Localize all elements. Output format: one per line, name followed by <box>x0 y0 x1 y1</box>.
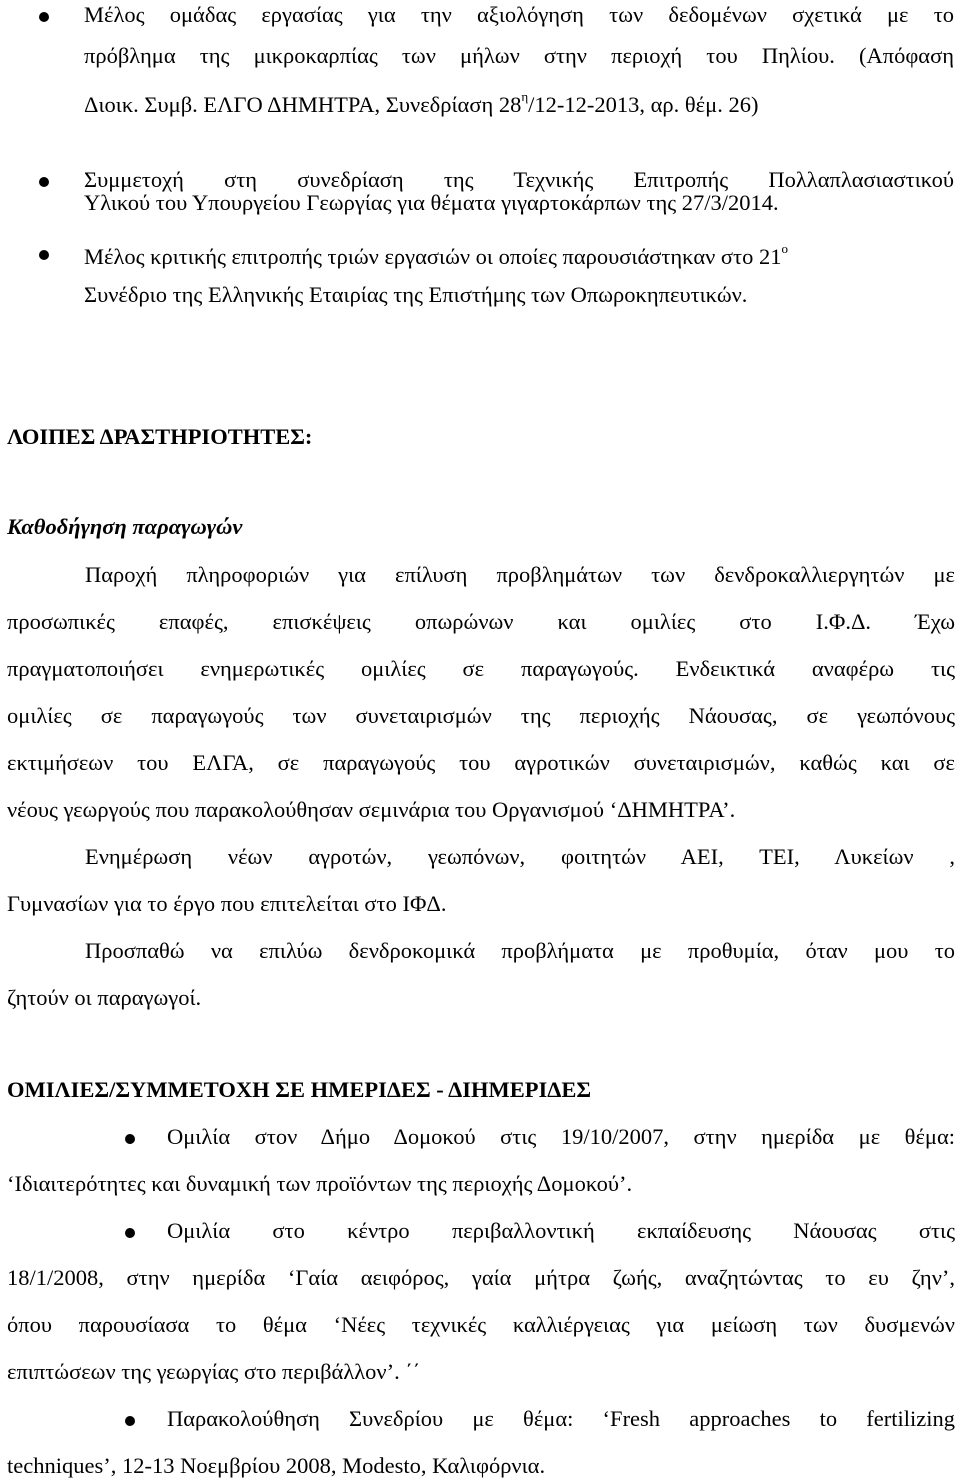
bullet-icon <box>125 1416 135 1426</box>
talk-1-line-1: Ομιλία στον Δήμο Δομοκού στις 19/10/2007, στην ημερίδα με θέμα: <box>167 1124 955 1149</box>
bullet-icon <box>39 250 49 260</box>
bullet-icon <box>39 12 49 22</box>
bullet-icon <box>125 1134 135 1144</box>
paragraph-line: ζητούν οι παραγωγοί. <box>7 985 202 1010</box>
paragraph-line: προσωπικές επαφές, επισκέψεις οπωρώνων και ομιλίες στο Ι.Φ.Δ. Έχω <box>7 609 955 634</box>
bullet-3-line-1 <box>84 234 954 272</box>
paragraph-line: Παροχή πληροφοριών για επίλυση προβλημάτων των δενδροκαλλιεργητών με <box>85 562 955 587</box>
subheading-guidance: Καθοδήγηση παραγωγών <box>7 514 243 539</box>
talk-2-line-1: Ομιλία στο κέντρο περιβαλλοντική εκπαίδευσης Νάουσας στις <box>167 1218 955 1243</box>
bullet-1-line-1: Μέλος ομάδας εργασίας για την αξιολόγηση των δεδομένων σχετικά με το <box>84 2 954 27</box>
paragraph-line: νέους γεωργούς που παρακολούθησαν σεμινάρια του Οργανισμού ‘ΔΗΜΗΤΡΑ’. <box>7 797 736 822</box>
talk-2-line-2: 18/1/2008, στην ημερίδα ‘Γαία αειφόρος, γαία μήτρα ζωής, αναζητώντας το ευ ζην’, <box>7 1265 955 1290</box>
section-heading-other: ΛΟΙΠΕΣ ΔΡΑΣΤΗΡΙΟΤΗΤΕΣ: <box>7 424 313 449</box>
bullet-1-line-2: πρόβλημα της μικροκαρπίας των μήλων στην περιοχή του Πηλίου. (Απόφαση <box>84 43 954 68</box>
bullet-icon <box>125 1228 135 1238</box>
superscript: η <box>521 89 529 104</box>
bullet-3-line-2: Συνέδριο της Ελληνικής Εταιρίας της Επιστήμης των Οπωροκηπευτικών. <box>84 282 748 307</box>
bullet-1-line-3 <box>84 82 954 120</box>
talk-2-line-3: όπου παρουσίασα το θέμα ‘Νέες τεχνικές καλλιέργειας για μείωση των δυσμενών <box>7 1312 955 1337</box>
bullet-3-line-1-text: Μέλος κριτικής επιτροπής τριών εργασιών οι οποίες παρουσιάστηκαν στο 21 <box>84 244 782 269</box>
talk-2-line-4: επιπτώσεων της γεωργίας στο περιβάλλον’. ΄΄ <box>7 1359 421 1384</box>
paragraph-line: εκτιμήσεων του ΕΛΓΑ, σε παραγωγούς του αγροτικών συνεταιρισμών, καθώς και σε <box>7 750 955 775</box>
bullet-1-line-3-rest: /12-12-2013, αρ. θέμ. 26) <box>528 92 759 117</box>
paragraph-line: Προσπαθώ να επιλύω δενδροκομικά προβλήματα με προθυμία, όταν μου το <box>85 938 955 963</box>
paragraph-line: Γυμνασίων για το έργο που επιτελείται στο ΙΦΔ. <box>7 891 447 916</box>
bullet-icon <box>39 177 49 187</box>
bullet-1-line-3-text: Διοικ. Συμβ. ΕΛΓΟ ΔΗΜΗΤΡΑ, Συνεδρίαση 28 <box>84 92 522 117</box>
superscript: ο <box>781 241 788 256</box>
section-heading-talks: ΟΜΙΛΙΕΣ/ΣΥΜΜΕΤΟΧΗ ΣΕ ΗΜΕΡΙΔΕΣ - ΔΙΗΜΕΡΙΔΕΣ <box>7 1077 592 1102</box>
bullet-2-line-2: Υλικού του Υπουργείου Γεωργίας για θέματα γιγαρτοκάρπων της 27/3/2014. <box>84 190 779 215</box>
talk-3-line-1: Παρακολούθηση Συνεδρίου με θέμα: ‘Fresh approaches to fertilizing <box>167 1406 955 1431</box>
paragraph-line: ομιλίες σε παραγωγούς των συνεταιρισμών της περιοχής Νάουσας, σε γεωπόνους <box>7 703 955 728</box>
paragraph-line: πραγματοποιήσει ενημερωτικές ομιλίες σε παραγωγούς. Ενδεικτικά αναφέρω τις <box>7 656 955 681</box>
talk-3-line-2: techniques’, 12-13 Νοεμβρίου 2008, Modesto, Καλιφόρνια. <box>7 1453 546 1478</box>
bullet-2-line-1: Συμμετοχή στη συνεδρίαση της Τεχνικής Επιτροπής Πολλαπλασιαστικού <box>84 167 954 192</box>
talk-1-line-2: ‘Ιδιαιτερότητες και δυναμική των προϊόντων της περιοχής Δομοκού’. <box>7 1171 633 1196</box>
paragraph-line: Ενημέρωση νέων αγροτών, γεωπόνων, φοιτητών ΑΕΙ, ΤΕΙ, Λυκείων , <box>85 844 955 869</box>
